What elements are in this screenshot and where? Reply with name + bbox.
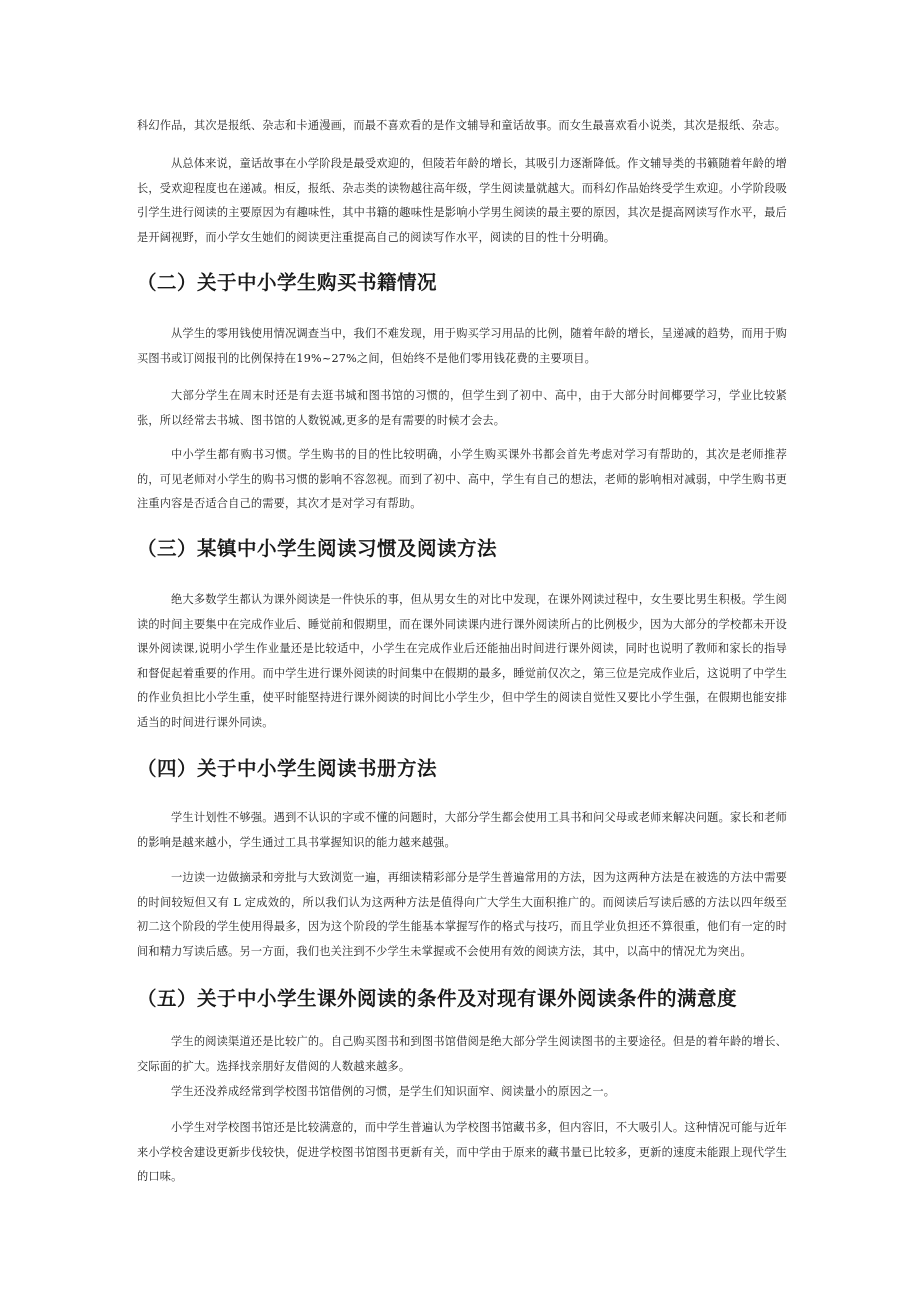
summary-paragraph: 从总体来说，童话故事在小学阶段是最受欢迎的，但陵若年龄的增长，其吸引力逐渐降低。作文辅导类的书籁随着年龄的增长，受欢迎程度也在递减。相反，报纸、杂志类的读物越往高年级，学生阅读量就越大。而科幻作品始终受学生欢迎。小学阶段吸引学生进行阅读的主要原因为有趣味性，其中书籍的趣味性是影响小学男生阅读的最主要的原因，其次是提高网读写作水平，最后是开阔视野，而小学女生她们的阅读更注重提高自己的阅读写作水平，阅读的目的性十分明确。 <box>137 157 787 244</box>
section-4-paragraph-2: 一边读一边做摘录和旁批与大致浏览一遍，再细读精彩部分是学生普遍常用的方法，因为这两种方法是在被选的方法中需要的时间较短但又有 L 定成效的，所以我们认为这两种方法是值得向广大学生大面积推广的。而阅读后写读后感的方法以四年级至初二这个阶段的学生使用得最多，因为这个阶段的学生能基本掌握写作的格式与技巧，而且学业负担还不算很重，他们有一定的时间和精力写读后感。另一方面，我们也关注到不少学生未掌握或不会使用有效的阅读方法，其中，以高中的情况尤为突出。 <box>137 871 787 958</box>
section-4-heading: （四）关于中小学生阅读书册方法 <box>137 757 438 780</box>
section-4-paragraph-1: 学生计划性不够强。遇到不认识的字或不懂的问题时，大部分学生都会使用工具书和问父母或老师来解决问题。家长和老师的影响是越来越小，学生通过工具书掌握知识的能力越来越强。 <box>137 811 787 849</box>
section-2-paragraph-3: 中小学生都有购书习惯。学生购书的目的性比较明确，小学生购买课外书都会首先考虑对学习有帮助的，其次是老师推荐的，可见老师对小学生的购书习惯的影响不容忽视。而到了初中、高中，学生有自己的想法，老师的影响相对减弱，中学生购书更注重内容是否适合自己的需要，其次才是对学习有帮助。 <box>137 448 787 510</box>
section-2-paragraph-1: 从学生的零用钱使用情况调查当中，我们不难发现，用于购买学习用品的比例，随着年龄的增长，呈递减的趋势，而用于购买图书或订阅报刊的比例保持在19%~27%之间，但始终不是他们零用钱花费的主要项目。 <box>137 327 787 365</box>
section-3-paragraph-1: 绝大多数学生都认为课外阅读是一件快乐的事，但从男女生的对比中发现，在课外网读过程中，女生要比男生积极。学生阅读的时间主要集中在完成作业后、睡觉前和假期里，而在课外同读课内进行课外阅读所占的比例极少，因为大部分的学校都未开设课外阅读课,说明小学生作业量还是比较适中，小学生在完成作业后还能抽出时间进行课外阅读，同时也说明了教师和家长的指导和督促起着重要的作用。而中学生进行课外阅读的时间集中在假期的最多，睡觉前仅次之，第三位是完成作业后，这说明了中学生的作业负担比小学生重，使平时能堅持进行课外阅读的时间比小学生少，但中学生的阅读自觉性又要比小学生强，在假期也能安排适当的时间进行课外同读。 <box>137 593 787 729</box>
section-5-paragraph-1: 学生的阅读渠道还是比较广的。自己购买图书和到图书馆借阅是绝大部分学生阅读图书的主要途径。但是的着年龄的增长、交际面的扩大。选择找亲朋好友借阅的人数越来越多。 <box>137 1035 787 1073</box>
section-2-heading: （二）关于中小学生购买书籍情况 <box>137 271 438 294</box>
section-3-heading: （三）某镇中小学生阅读习惯及阅读方法 <box>137 537 498 560</box>
section-5-paragraph-2: 学生还没养成经常到学校图书馆借例的习惯，是学生们知识面窄、阅读量小的原因之一。 <box>171 1085 616 1098</box>
section-5-paragraph-3: 小学生对学校图书馆还是比较满意的，而中学生普遍认为学校图书馆藏书多，但内容旧，不大吸引人。这种情况可能与近年来小学校舍建设更新步伐较快，促进学校图书馆图书更新有关，而中学由于原来的藏书量已比较多，更新的速度未能跟上现代学生的口味。 <box>137 1121 787 1183</box>
section-2-paragraph-2: 大部分学生在周末时还是有去逛书城和图书馆的习惯的，但学生到了初中、高中，由于大部分时间椰要学习，学业比较紧张，所以经常去书城、图书馆的人数锐减,更多的是有需要的时候才会去。 <box>137 389 787 427</box>
intro-paragraph: 科幻作品，其次是报纸、杂志和卡通漫画，而最不喜欢看的是作文辅导和童话故事。而女生最喜欢看小说类，其次是报纸、杂志。 <box>137 119 787 132</box>
section-5-heading: （五）关于中小学生课外阅读的条件及对现有课外阅读条件的满意度 <box>137 987 738 1010</box>
